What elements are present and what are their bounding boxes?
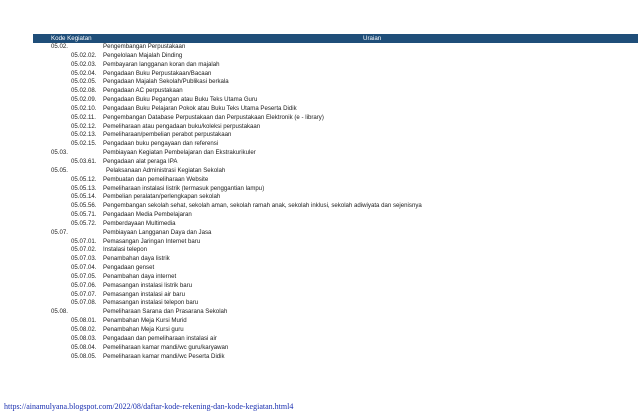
table-row: [33, 87, 638, 96]
uraian-cell: Pemeliharaan kamar mandi/wc Peserta Didik: [103, 352, 225, 360]
table-header: [33, 34, 638, 43]
kode-kegiatan-cell: 05.02.08.: [71, 87, 97, 95]
uraian-cell: Pengadaan Buku Pegangan atau Buku Teks Utama Guru: [103, 96, 258, 104]
kode-kegiatan-cell: 05.02.04.: [71, 69, 97, 77]
uraian-cell: Pemeliharaan Sarana dan Prasarana Sekolah: [103, 308, 228, 316]
uraian-cell: Pengadaan Majalah Sekolah/Publikasi berkala: [103, 78, 229, 86]
table-row: [33, 211, 638, 220]
table-row: [33, 353, 638, 362]
uraian-cell: Penambahan daya listrik: [103, 255, 170, 263]
kode-kegiatan-cell: 05.02.15.: [71, 140, 97, 148]
uraian-cell: Pemasangan Jaringan Internet baru: [103, 237, 201, 245]
uraian-cell: Pengadaan Media Pembelajaran: [103, 211, 192, 219]
table-row: [33, 299, 638, 308]
table-row: [33, 202, 638, 211]
kode-kegiatan-cell: 05.07.05.: [71, 272, 97, 280]
uraian-cell: Pengadaan Buku Perpustakaan/Bacaan: [103, 69, 212, 77]
header-uraian: Uraian: [363, 35, 382, 42]
table-row: [33, 114, 638, 123]
uraian-cell: Pengembangan Database Perpustakaan dan Perpustakaan Elektronik (e - library): [103, 113, 324, 121]
uraian-cell: Pembelian peralatan/perlengkapan sekolah: [103, 193, 221, 201]
kode-kegiatan-cell: 05.05.12.: [71, 175, 97, 183]
kode-kegiatan-cell: 05.02.02.: [71, 51, 97, 59]
kode-kegiatan-cell: 05.02.09.: [71, 96, 97, 104]
kode-kegiatan-cell: 05.02.12.: [71, 122, 97, 130]
kode-kegiatan-cell: 05.07.: [51, 228, 68, 236]
kode-kegiatan-cell: 05.08.01.: [71, 317, 97, 325]
kode-kegiatan-cell: 05.08.: [51, 308, 68, 316]
table-row: [33, 185, 638, 194]
kode-kegiatan-cell: 05.07.07.: [71, 290, 97, 298]
table-row: [33, 52, 638, 61]
table-body: [33, 43, 638, 361]
table-row: [33, 176, 638, 185]
kode-kegiatan-cell: 05.05.: [51, 166, 68, 174]
uraian-cell: Pemasangan instalasi telepon baru: [103, 299, 199, 307]
source-url-link[interactable]: https://ainamulyana.blogspot.com/2022/08/daftar-kode-rekening-dan-kode-kegiatan.html4: [4, 402, 294, 411]
table-row: [33, 246, 638, 255]
kode-kegiatan-cell: 05.02.05.: [71, 78, 97, 86]
table-row: [33, 220, 638, 229]
kode-kegiatan-cell: 05.05.71.: [71, 211, 97, 219]
kode-kegiatan-cell: 05.05.14.: [71, 193, 97, 201]
uraian-cell: Pengadaan Buku Pelajaran Pokok atau Buku Teks Utama Peserta Didik: [103, 104, 297, 112]
uraian-cell: Pemasangan instalasi air baru: [103, 290, 185, 298]
table-row: [33, 229, 638, 238]
table-row: [33, 273, 638, 282]
kode-kegiatan-cell: 05.07.01.: [71, 237, 97, 245]
kode-kegiatan-cell: 05.05.13.: [71, 184, 97, 192]
uraian-cell: Pengadaan dan pemeliharaan instalasi air: [103, 334, 217, 342]
table-row: [33, 167, 638, 176]
kode-kegiatan-cell: 05.07.06.: [71, 281, 97, 289]
kode-kegiatan-cell: 05.08.03.: [71, 334, 97, 342]
uraian-cell: Penambahan Meja Kursi guru: [103, 326, 184, 333]
table-row: [33, 140, 638, 149]
uraian-cell: Pembuatan dan pemeliharaan Website: [103, 175, 209, 183]
uraian-cell: Pengadaan AC perpustakaan: [103, 87, 183, 95]
uraian-cell: Pengadaan buku pengayaan dan referensi: [103, 140, 219, 148]
table-row: [33, 43, 638, 52]
table-row: [33, 149, 638, 158]
kode-kegiatan-cell: 05.08.05.: [71, 352, 97, 360]
kode-kegiatan-cell: 05.05.56.: [71, 202, 97, 210]
uraian-cell: Pengelolaan Majalah Dinding: [103, 51, 183, 59]
kode-kegiatan-cell: 05.03.: [51, 149, 68, 157]
table-row: [33, 158, 638, 167]
uraian-cell: Pemeliharaan/pembelian perabot perpustakaan: [103, 131, 232, 139]
uraian-cell: Pemeliharaan atau pengadaan buku/koleksi perpustakaan: [103, 122, 261, 130]
kode-kegiatan-cell: 05.02.11.: [71, 113, 96, 121]
kode-kegiatan-cell: 05.02.10.: [71, 104, 97, 112]
uraian-cell: Pemasangan instalasi listrik baru: [103, 281, 193, 289]
uraian-cell: Pengadaan alat peraga IPA: [103, 157, 178, 165]
table-row: [33, 335, 638, 344]
table-row: [33, 308, 638, 317]
kode-kegiatan-cell: 05.08.04.: [71, 343, 97, 351]
table-row: [33, 131, 638, 140]
kode-kegiatan-cell: 05.07.08.: [71, 299, 97, 307]
kegiatan-table: [33, 34, 638, 361]
table-row: [33, 326, 638, 335]
kode-kegiatan-cell: 05.07.02.: [71, 246, 97, 254]
table-row: [33, 96, 638, 105]
table-row: [33, 123, 638, 132]
uraian-cell: Pengadaan genset: [103, 264, 155, 272]
table-row: [33, 264, 638, 273]
uraian-cell: Pengembangan sekolah sehat, sekolah aman, sekolah ramah anak, sekolah inklusi, sekolah adiwiyata dan sejenisnya: [103, 202, 422, 210]
table-row: [33, 282, 638, 291]
table-row: [33, 238, 638, 247]
uraian-cell: Instalasi telepon: [103, 246, 148, 254]
kode-kegiatan-cell: 05.02.03.: [71, 60, 97, 68]
uraian-cell: Pemeliharaan kamar mandi/wc guru/karyawan: [103, 343, 229, 351]
uraian-cell: Pelaksanaan Administrasi Kegiatan Sekolah: [106, 166, 226, 174]
kode-kegiatan-cell: 05.08.02.: [71, 326, 97, 333]
uraian-cell: Pembiayaan Langganan Daya dan Jasa: [103, 228, 212, 236]
kode-kegiatan-cell: 05.02.13.: [71, 131, 97, 139]
uraian-cell: Pembiayaan Kegiatan Pembelajaran dan Ekstrakurikuler: [103, 149, 256, 157]
kode-kegiatan-cell: 05.05.72.: [71, 219, 97, 227]
uraian-cell: Pemeliharaan instalasi listrik (termasuk penggantian lampu): [103, 184, 265, 192]
table-row: [33, 61, 638, 70]
table-row: [33, 255, 638, 264]
kode-kegiatan-cell: 05.07.03.: [71, 255, 97, 263]
table-row: [33, 291, 638, 300]
uraian-cell: Penambahan daya internet: [103, 272, 177, 280]
uraian-cell: Penambahan Meja Kursi Murid: [103, 317, 187, 325]
uraian-cell: Pemberdayaan Multimedia: [103, 219, 176, 227]
uraian-cell: Pembayaran langganan koran dan majalah: [103, 60, 220, 68]
kode-kegiatan-cell: 05.07.04.: [71, 264, 97, 272]
table-row: [33, 193, 638, 202]
kode-kegiatan-cell: 05.03.61.: [71, 157, 97, 165]
table-row: [33, 105, 638, 114]
table-row: [33, 78, 638, 87]
kode-kegiatan-cell: 05.02.: [51, 43, 68, 50]
table-row: [33, 344, 638, 353]
table-row: [33, 70, 638, 79]
uraian-cell: Pengembangan Perpustakaan: [103, 43, 186, 50]
header-kode-kegiatan: Kode Kegiatan: [51, 35, 92, 42]
table-row: [33, 317, 638, 326]
